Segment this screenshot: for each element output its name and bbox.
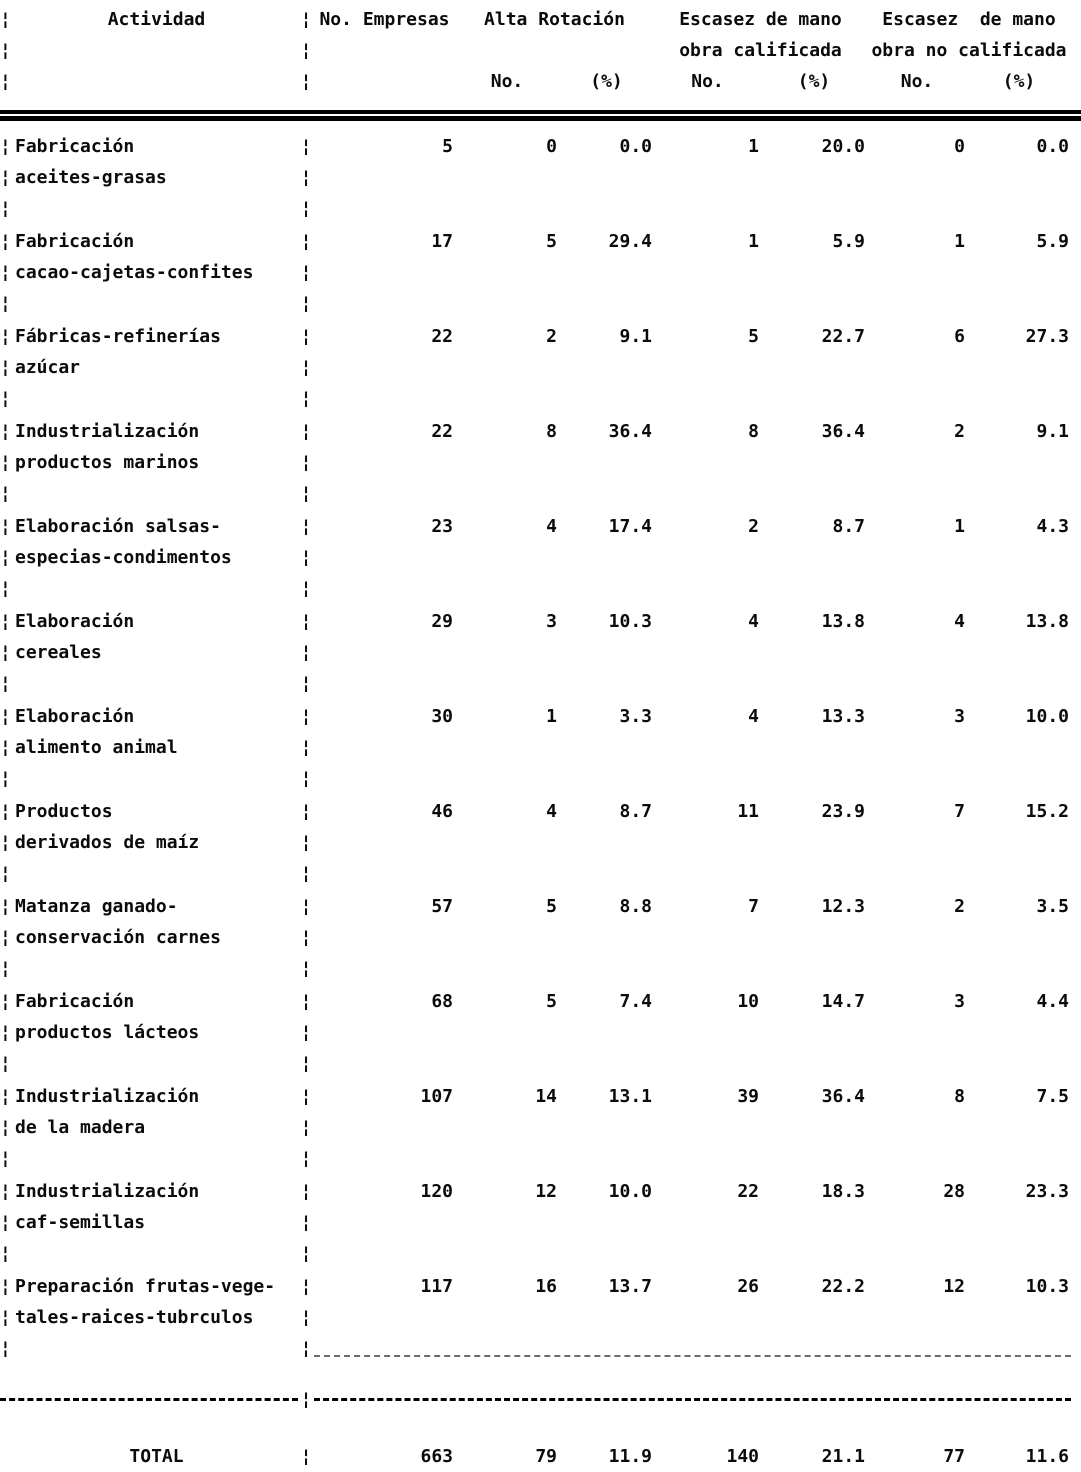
column-separator-pipe: ¦: [300, 1022, 312, 1043]
cell-escasez-nocal-pct: 10.3: [1025, 1276, 1069, 1297]
row-line-values: [0, 1081, 1081, 1112]
total-escasez-cal-no: 140: [726, 1446, 759, 1467]
activity-name-line2: de la madera: [15, 1117, 146, 1138]
scan-artifact-line: [314, 1355, 1071, 1357]
left-border-pipe: ¦: [0, 1053, 11, 1074]
left-border-pipe: ¦: [0, 737, 11, 758]
cell-rotacion-no: 12: [535, 1181, 557, 1202]
cell-escasez-nocal-pct: 0.0: [1036, 136, 1069, 157]
activity-name-line2: caf-semillas: [15, 1212, 146, 1233]
cell-rotacion-no: 14: [535, 1086, 557, 1107]
row-line-name2: [0, 542, 1081, 573]
column-separator-pipe: ¦: [300, 547, 312, 568]
cell-escasez-nocal-no: 7: [954, 801, 965, 822]
row-line-name2: [0, 447, 1081, 478]
cell-rotacion-pct: 36.4: [608, 421, 652, 442]
column-separator-pipe: ¦: [300, 1212, 312, 1233]
left-border-pipe: ¦: [0, 1117, 11, 1138]
col-activity-label: Actividad: [107, 9, 206, 30]
cell-escasez-nocal-no: 3: [954, 706, 965, 727]
row-line-name2: [0, 827, 1081, 858]
column-separator-pipe: ¦: [300, 673, 312, 694]
cell-escasez-nocal-no: 3: [954, 991, 965, 1012]
left-border-pipe: ¦: [0, 896, 11, 917]
left-border-pipe: ¦: [0, 832, 11, 853]
column-separator-pipe: ¦: [300, 1307, 312, 1328]
left-border-pipe: ¦: [0, 927, 11, 948]
cell-escasez-nocal-pct: 7.5: [1036, 1086, 1069, 1107]
activity-name-line1: Fabricación: [15, 991, 135, 1012]
cell-empresas: 22: [431, 326, 453, 347]
table-row: [0, 701, 1081, 794]
cell-empresas: 68: [431, 991, 453, 1012]
column-separator-pipe: ¦: [300, 896, 312, 917]
left-border-pipe: ¦: [0, 1181, 11, 1202]
left-border-pipe: ¦: [0, 1212, 11, 1233]
row-line-name2: [0, 922, 1081, 953]
column-separator-pipe: ¦: [300, 9, 312, 30]
cell-escasez-nocal-pct: 5.9: [1036, 231, 1069, 252]
subheader-escasez-cal-no: No.: [691, 71, 724, 92]
cell-rotacion-no: 4: [546, 801, 557, 822]
cell-escasez-nocal-pct: 10.0: [1025, 706, 1069, 727]
cell-rotacion-pct: 10.3: [608, 611, 652, 632]
left-border-pipe: ¦: [0, 1086, 11, 1107]
row-line-values: [0, 796, 1081, 827]
activity-name-line1: Elaboración: [15, 706, 135, 727]
column-separator-pipe: ¦: [300, 801, 312, 822]
cell-escasez-cal-no: 1: [748, 231, 759, 252]
cell-rotacion-pct: 8.8: [619, 896, 652, 917]
left-border-pipe: ¦: [0, 1022, 11, 1043]
activity-name-line1: Matanza ganado-: [15, 896, 178, 917]
cell-rotacion-pct: 13.1: [608, 1086, 652, 1107]
header-row-2: [0, 35, 1081, 66]
row-line-name2: [0, 1302, 1081, 1333]
column-separator-pipe: ¦: [300, 958, 312, 979]
cell-escasez-nocal-pct: 13.8: [1025, 611, 1069, 632]
table-row: [0, 1176, 1081, 1269]
cell-rotacion-no: 0: [546, 136, 557, 157]
left-border-pipe: ¦: [0, 611, 11, 632]
left-border-pipe: ¦: [0, 1148, 11, 1169]
cell-escasez-cal-pct: 13.8: [821, 611, 865, 632]
column-separator-pipe: ¦: [300, 642, 312, 663]
cell-empresas: 107: [420, 1086, 453, 1107]
cell-rotacion-no: 1: [546, 706, 557, 727]
row-line-gap: [0, 383, 1081, 414]
table-row: [0, 606, 1081, 699]
row-line-gap: [0, 288, 1081, 319]
activity-name-line1: Industrialización: [15, 1086, 200, 1107]
activity-name-line1: Industrialización: [15, 421, 200, 442]
row-line-values: [0, 606, 1081, 637]
cell-escasez-nocal-no: 2: [954, 421, 965, 442]
left-border-pipe: ¦: [0, 388, 11, 409]
column-separator-pipe: ¦: [300, 1276, 312, 1297]
row-line-values: [0, 701, 1081, 732]
activity-name-line1: Fabricación: [15, 136, 135, 157]
left-border-pipe: ¦: [0, 357, 11, 378]
cell-escasez-nocal-no: 28: [943, 1181, 965, 1202]
row-line-values: [0, 986, 1081, 1017]
cell-escasez-cal-pct: 36.4: [821, 421, 865, 442]
left-border-pipe: ¦: [0, 958, 11, 979]
cell-escasez-cal-no: 8: [748, 421, 759, 442]
column-separator-pipe: ¦: [300, 40, 312, 61]
col-empresas-label: No. Empresas: [319, 9, 450, 30]
activity-name-line1: Elaboración salsas-: [15, 516, 221, 537]
column-separator-pipe: ¦: [300, 927, 312, 948]
total-rotacion-no: 79: [535, 1446, 557, 1467]
activity-name-line1: Fabricación: [15, 231, 135, 252]
row-line-gap: [0, 573, 1081, 604]
cell-escasez-cal-no: 10: [737, 991, 759, 1012]
cell-escasez-nocal-no: 8: [954, 1086, 965, 1107]
activity-name-line2: tales-raices-tubrculos: [15, 1307, 254, 1328]
row-line-name2: [0, 1207, 1081, 1238]
left-border-pipe: ¦: [0, 167, 11, 188]
col-escasez-calificada-label-line1: Escasez de mano: [679, 9, 842, 30]
table-row: [0, 511, 1081, 604]
row-line-gap: [0, 193, 1081, 224]
left-border-pipe: ¦: [0, 706, 11, 727]
row-line-values: [0, 891, 1081, 922]
cell-rotacion-pct: 29.4: [608, 231, 652, 252]
left-border-pipe: ¦: [0, 547, 11, 568]
column-separator-pipe: ¦: [300, 768, 312, 789]
left-border-pipe: ¦: [0, 9, 11, 30]
cell-escasez-cal-no: 4: [748, 706, 759, 727]
table-body: [0, 131, 1081, 1364]
table-header: [0, 4, 1081, 97]
left-border-pipe: ¦: [0, 1276, 11, 1297]
table-row: [0, 891, 1081, 984]
left-border-pipe: ¦: [0, 768, 11, 789]
left-border-pipe: ¦: [0, 578, 11, 599]
cell-escasez-nocal-no: 1: [954, 516, 965, 537]
table-row: [0, 416, 1081, 509]
row-line-name2: [0, 637, 1081, 668]
cell-rotacion-pct: 17.4: [608, 516, 652, 537]
row-line-name2: [0, 1017, 1081, 1048]
cell-escasez-cal-pct: 20.0: [821, 136, 865, 157]
column-separator-pipe: ¦: [300, 516, 312, 537]
activity-name-line1: Elaboración: [15, 611, 135, 632]
row-line-gap: [0, 478, 1081, 509]
row-line-values: [0, 416, 1081, 447]
dashed-rule-left: [0, 1398, 298, 1401]
column-separator-pipe: ¦: [300, 1243, 312, 1264]
cell-escasez-cal-no: 7: [748, 896, 759, 917]
cell-escasez-cal-pct: 5.9: [832, 231, 865, 252]
column-separator-pipe: ¦: [300, 1086, 312, 1107]
column-separator-pipe: ¦: [300, 737, 312, 758]
row-line-gap: [0, 1238, 1081, 1269]
total-label: TOTAL: [129, 1446, 184, 1467]
total-escasez-cal-pct: 21.1: [821, 1446, 865, 1467]
cell-rotacion-pct: 0.0: [619, 136, 652, 157]
activity-name-line2: cacao-cajetas-confites: [15, 262, 254, 283]
cell-empresas: 23: [431, 516, 453, 537]
column-separator-pipe: ¦: [300, 231, 312, 252]
left-border-pipe: ¦: [0, 1243, 11, 1264]
column-separator-pipe: ¦: [300, 483, 312, 504]
column-separator-pipe: ¦: [300, 1117, 312, 1138]
cell-escasez-nocal-no: 12: [943, 1276, 965, 1297]
table-row: [0, 131, 1081, 224]
left-border-pipe: ¦: [0, 326, 11, 347]
subheader-rotacion-pct: (%): [590, 71, 623, 92]
table-row: [0, 1081, 1081, 1174]
cell-empresas: 29: [431, 611, 453, 632]
header-row-3: [0, 66, 1081, 97]
cell-escasez-nocal-pct: 27.3: [1025, 326, 1069, 347]
cell-escasez-nocal-pct: 15.2: [1025, 801, 1069, 822]
col-escasez-no-calificada-label-line1: Escasez de mano: [882, 9, 1056, 30]
column-separator-pipe: ¦: [300, 578, 312, 599]
total-row: [0, 1441, 1081, 1472]
cell-rotacion-no: 8: [546, 421, 557, 442]
row-separator-dashed: [0, 1384, 1081, 1415]
left-border-pipe: ¦: [0, 452, 11, 473]
column-separator-pipe: ¦: [300, 706, 312, 727]
cell-rotacion-no: 2: [546, 326, 557, 347]
subheader-escasez-nocal-pct: (%): [1002, 71, 1036, 92]
row-line-values: [0, 1271, 1081, 1302]
cell-rotacion-pct: 10.0: [608, 1181, 652, 1202]
header-double-rule: [0, 110, 1081, 121]
cell-escasez-cal-no: 11: [737, 801, 759, 822]
cell-rotacion-no: 5: [546, 231, 557, 252]
cell-rotacion-no: 3: [546, 611, 557, 632]
cell-escasez-nocal-no: 4: [954, 611, 965, 632]
column-separator-pipe: ¦: [300, 863, 312, 884]
row-line-name2: [0, 1112, 1081, 1143]
column-separator-pipe: ¦: [300, 1446, 312, 1467]
total-rotacion-pct: 11.9: [608, 1446, 652, 1467]
activity-name-line2: alimento animal: [15, 737, 178, 758]
cell-empresas: 117: [420, 1276, 453, 1297]
column-separator-pipe: ¦: [300, 136, 312, 157]
row-line-name2: [0, 257, 1081, 288]
cell-escasez-cal-pct: 22.2: [821, 1276, 865, 1297]
column-separator-pipe: ¦: [300, 167, 312, 188]
activity-name-line2: derivados de maíz: [15, 832, 200, 853]
cell-rotacion-no: 16: [535, 1276, 557, 1297]
col-escasez-no-calificada-label-line2: obra no calificada: [871, 40, 1067, 61]
activity-name-line1: Industrialización: [15, 1181, 200, 1202]
column-separator-pipe: ¦: [300, 611, 312, 632]
left-border-pipe: ¦: [0, 262, 11, 283]
left-border-pipe: ¦: [0, 136, 11, 157]
column-separator-pipe: ¦: [300, 1181, 312, 1202]
left-border-pipe: ¦: [0, 231, 11, 252]
cell-empresas: 17: [431, 231, 453, 252]
subheader-escasez-nocal-no: No.: [900, 71, 934, 92]
column-separator-pipe: ¦: [300, 1389, 312, 1410]
column-separator-pipe: ¦: [300, 1338, 312, 1359]
cell-escasez-nocal-pct: 4.3: [1036, 516, 1069, 537]
cell-escasez-cal-no: 4: [748, 611, 759, 632]
row-line-gap: [0, 1048, 1081, 1079]
row-line-gap: [0, 953, 1081, 984]
cell-escasez-nocal-no: 6: [954, 326, 965, 347]
left-border-pipe: ¦: [0, 293, 11, 314]
cell-escasez-nocal-pct: 4.4: [1036, 991, 1069, 1012]
cell-empresas: 120: [420, 1181, 453, 1202]
cell-empresas: 57: [431, 896, 453, 917]
col-rotacion-label: Alta Rotación: [484, 9, 625, 30]
cell-escasez-cal-no: 26: [737, 1276, 759, 1297]
row-line-values: [0, 321, 1081, 352]
row-line-gap: [0, 668, 1081, 699]
table-row: [0, 226, 1081, 319]
cell-empresas: 5: [442, 136, 453, 157]
activity-name-line1: Preparación frutas-vege-: [15, 1276, 276, 1297]
column-separator-pipe: ¦: [300, 452, 312, 473]
cell-escasez-cal-no: 2: [748, 516, 759, 537]
cell-escasez-cal-no: 22: [737, 1181, 759, 1202]
cell-rotacion-pct: 9.1: [619, 326, 652, 347]
cell-rotacion-pct: 8.7: [619, 801, 652, 822]
row-line-name2: [0, 352, 1081, 383]
left-border-pipe: ¦: [0, 198, 11, 219]
cell-rotacion-no: 5: [546, 896, 557, 917]
left-border-pipe: ¦: [0, 71, 11, 92]
row-line-values: [0, 1176, 1081, 1207]
table-row: [0, 1271, 1081, 1364]
column-separator-pipe: ¦: [300, 326, 312, 347]
cell-empresas: 46: [431, 801, 453, 822]
row-line-gap: [0, 1333, 1081, 1364]
cell-empresas: 22: [431, 421, 453, 442]
cell-rotacion-pct: 13.7: [608, 1276, 652, 1297]
cell-escasez-nocal-pct: 23.3: [1025, 1181, 1069, 1202]
cell-escasez-cal-no: 5: [748, 326, 759, 347]
dashed-rule-right: [314, 1398, 1071, 1401]
left-border-pipe: ¦: [0, 801, 11, 822]
left-border-pipe: ¦: [0, 421, 11, 442]
cell-escasez-cal-pct: 18.3: [821, 1181, 865, 1202]
cell-escasez-cal-pct: 36.4: [821, 1086, 865, 1107]
column-separator-pipe: ¦: [300, 832, 312, 853]
activity-name-line1: Fábricas-refinerías: [15, 326, 221, 347]
row-line-gap: [0, 858, 1081, 889]
cell-escasez-cal-pct: 12.3: [821, 896, 865, 917]
table-row: [0, 986, 1081, 1079]
table-row: [0, 321, 1081, 414]
subheader-rotacion-no: No.: [490, 71, 524, 92]
left-border-pipe: ¦: [0, 516, 11, 537]
total-empresas: 663: [420, 1446, 453, 1467]
column-separator-pipe: ¦: [300, 293, 312, 314]
activity-name-line2: productos lácteos: [15, 1022, 200, 1043]
cell-escasez-nocal-no: 2: [954, 896, 965, 917]
cell-escasez-cal-pct: 22.7: [821, 326, 865, 347]
row-line-name2: [0, 732, 1081, 763]
activity-name-line2: aceites-grasas: [15, 167, 167, 188]
cell-rotacion-no: 5: [546, 991, 557, 1012]
left-border-pipe: ¦: [0, 1338, 11, 1359]
cell-escasez-nocal-no: 1: [954, 231, 965, 252]
cell-escasez-nocal-pct: 9.1: [1036, 421, 1069, 442]
column-separator-pipe: ¦: [300, 991, 312, 1012]
row-line-values: [0, 511, 1081, 542]
activity-name-line2: azúcar: [15, 357, 81, 378]
cell-escasez-nocal-pct: 3.5: [1036, 896, 1069, 917]
row-line-values: [0, 226, 1081, 257]
cell-escasez-cal-pct: 8.7: [832, 516, 865, 537]
col-escasez-calificada-label-line2: obra calificada: [679, 40, 842, 61]
activity-name-line2: conservación carnes: [15, 927, 221, 948]
activity-name-line2: cereales: [15, 642, 102, 663]
left-border-pipe: ¦: [0, 40, 11, 61]
cell-escasez-cal-pct: 13.3: [821, 706, 865, 727]
column-separator-pipe: ¦: [300, 357, 312, 378]
row-line-name2: [0, 162, 1081, 193]
row-line-gap: [0, 1143, 1081, 1174]
left-border-pipe: ¦: [0, 673, 11, 694]
total-escasez-nocal-no: 77: [943, 1446, 965, 1467]
total-escasez-nocal-pct: 11.6: [1025, 1446, 1069, 1467]
left-border-pipe: ¦: [0, 991, 11, 1012]
cell-escasez-cal-no: 39: [737, 1086, 759, 1107]
column-separator-pipe: ¦: [300, 71, 312, 92]
activity-name-line2: especias-condimentos: [15, 547, 232, 568]
column-separator-pipe: ¦: [300, 421, 312, 442]
cell-escasez-cal-pct: 14.7: [821, 991, 865, 1012]
cell-rotacion-pct: 7.4: [619, 991, 652, 1012]
cell-escasez-cal-pct: 23.9: [821, 801, 865, 822]
cell-empresas: 30: [431, 706, 453, 727]
header-row-1: [0, 4, 1081, 35]
row-line-gap: [0, 763, 1081, 794]
activity-name-line1: Productos: [15, 801, 113, 822]
left-border-pipe: ¦: [0, 642, 11, 663]
row-line-values: [0, 131, 1081, 162]
left-border-pipe: ¦: [0, 863, 11, 884]
column-separator-pipe: ¦: [300, 1053, 312, 1074]
left-border-pipe: ¦: [0, 483, 11, 504]
column-separator-pipe: ¦: [300, 388, 312, 409]
cell-rotacion-no: 4: [546, 516, 557, 537]
subheader-escasez-cal-pct: (%): [797, 71, 831, 92]
left-border-pipe: ¦: [0, 1307, 11, 1328]
column-separator-pipe: ¦: [300, 198, 312, 219]
cell-escasez-cal-no: 1: [748, 136, 759, 157]
cell-escasez-nocal-no: 0: [954, 136, 965, 157]
column-separator-pipe: ¦: [300, 262, 312, 283]
cell-rotacion-pct: 3.3: [619, 706, 652, 727]
activity-name-line2: productos marinos: [15, 452, 200, 473]
table-row: [0, 796, 1081, 889]
column-separator-pipe: ¦: [300, 1148, 312, 1169]
